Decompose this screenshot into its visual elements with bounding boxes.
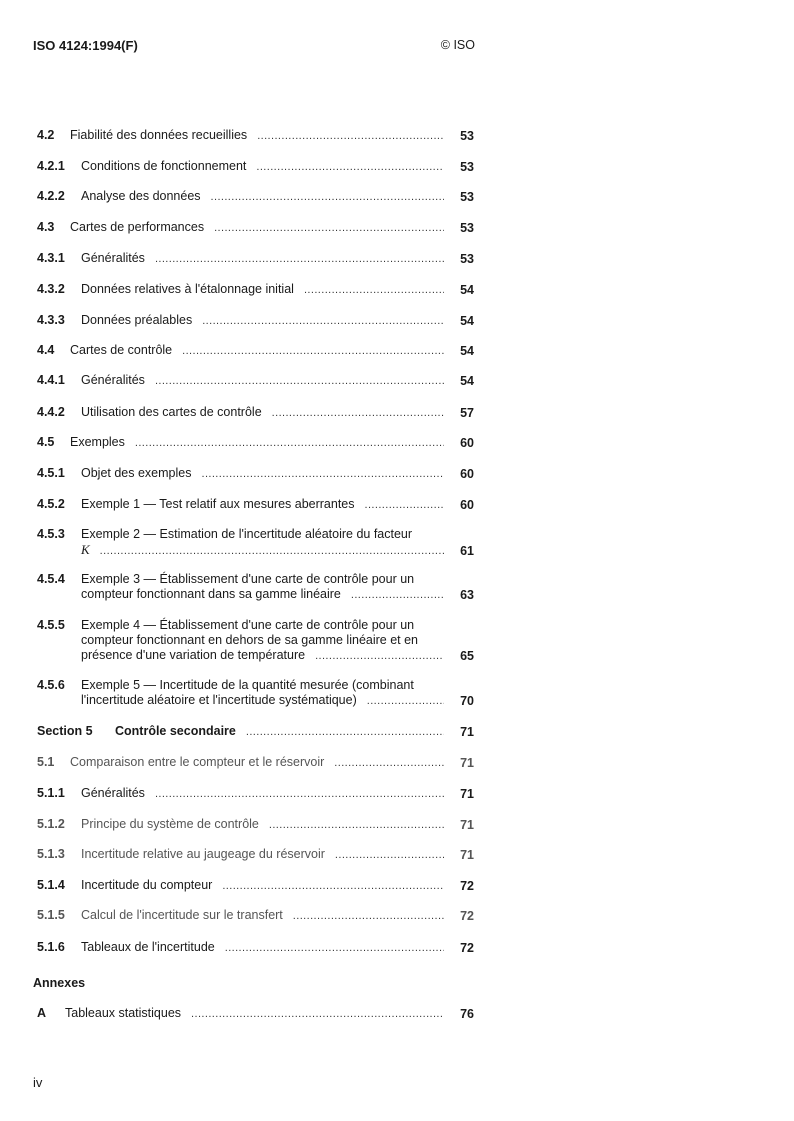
toc-entry[interactable] <box>37 847 474 863</box>
toc-entry-page: 60 <box>460 467 474 481</box>
dot-leader <box>293 909 444 924</box>
dot-leader <box>191 1007 444 1022</box>
toc-entry-page: 71 <box>460 818 474 832</box>
toc-entry-title: Tableaux de l'incertitude <box>81 940 215 954</box>
toc-entry-number: 4.3.3 <box>37 313 65 327</box>
dot-leader <box>100 544 444 559</box>
dot-leader <box>201 467 444 482</box>
toc-entry-title: Données relatives à l'étalonnage initial <box>81 282 294 296</box>
toc-entry-title: Analyse des données <box>81 189 201 203</box>
toc-entry-page: 53 <box>460 129 474 143</box>
dot-leader <box>155 252 444 267</box>
toc-entry-number: 4.4.1 <box>37 373 65 387</box>
toc-entry[interactable] <box>37 755 474 771</box>
toc-entry[interactable] <box>37 435 474 451</box>
toc-entry-title-continued: compteur fonctionnant dans sa gamme linéaire <box>81 587 341 601</box>
toc-entry[interactable] <box>37 878 474 894</box>
toc-entry[interactable] <box>37 343 474 359</box>
toc-entry-number: 4.5.2 <box>37 497 65 511</box>
page-header <box>33 38 475 56</box>
toc-entry[interactable] <box>37 786 474 802</box>
page-number: iv <box>33 1075 43 1090</box>
toc-entry[interactable] <box>37 527 474 559</box>
dot-leader <box>202 314 444 329</box>
toc-entry[interactable] <box>37 251 474 267</box>
toc-entry-title-continued: présence d'une variation de température <box>81 648 306 662</box>
toc-entry-page: 60 <box>460 436 474 450</box>
toc-entry-title: Conditions de fonctionnement <box>81 159 247 173</box>
toc-entry-page: 71 <box>460 725 474 739</box>
annexes-heading: Annexes <box>33 976 86 990</box>
toc-entry-number: 5.1.2 <box>37 817 65 831</box>
toc-entry-number: 4.5.1 <box>37 466 65 480</box>
toc-entry[interactable] <box>37 313 474 329</box>
copyright-notice: © ISO <box>440 38 475 52</box>
toc-entry[interactable] <box>37 572 474 603</box>
dot-leader <box>257 129 444 144</box>
toc-entry[interactable] <box>37 908 474 924</box>
toc-entry-title: Calcul de l'incertitude sur le transfert <box>81 908 283 922</box>
toc-entry-page: 63 <box>460 588 474 602</box>
toc-entry-page: 72 <box>460 941 474 955</box>
toc-entry-number: 4.5.3 <box>37 527 65 541</box>
toc-entry-page: 53 <box>460 160 474 174</box>
toc-entry[interactable] <box>37 678 474 709</box>
toc-entry-number: 4.5.4 <box>37 572 65 586</box>
toc-entry-page: 57 <box>460 406 474 420</box>
toc-entry-number: 5.1.1 <box>37 786 65 800</box>
toc-entry-page: 53 <box>460 252 474 266</box>
dot-leader <box>304 283 444 298</box>
toc-entry-title: Généralités <box>81 373 145 387</box>
toc-entry-title: Exemple 5 — Incertitude de la quantité mesurée (combinant <box>81 678 414 692</box>
toc-entry[interactable] <box>37 373 474 389</box>
toc-entry[interactable] <box>37 466 474 482</box>
toc-entry-number: 5.1.5 <box>37 908 65 922</box>
toc-entry[interactable] <box>37 159 474 175</box>
toc-entry-title: Objet des exemples <box>81 466 192 480</box>
toc-entry-title: Données préalables <box>81 313 193 327</box>
toc-annex-entry[interactable] <box>37 1006 474 1022</box>
toc-entry-title: Incertitude du compteur <box>81 878 213 892</box>
dot-leader <box>367 694 444 709</box>
toc-entry-title: Exemple 3 — Établissement d'une carte de contrôle pour un <box>81 572 415 586</box>
toc-entry[interactable] <box>37 817 474 833</box>
dot-leader <box>365 498 444 513</box>
dot-leader <box>182 344 444 359</box>
dot-leader <box>335 848 444 863</box>
toc-entry-page: 54 <box>460 314 474 328</box>
dot-leader <box>155 787 444 802</box>
toc-entry[interactable] <box>37 940 474 956</box>
toc-entry-number: 4.5 <box>37 435 55 449</box>
toc-entry-number: 5.1 <box>37 755 55 769</box>
toc-entry-page: 54 <box>460 374 474 388</box>
toc-entry-number: Section 5 <box>37 724 93 738</box>
dot-leader <box>225 941 444 956</box>
toc-entry-title: Exemple 1 — Test relatif aux mesures aberrantes <box>81 497 355 511</box>
toc-entry-title: Principe du système de contrôle <box>81 817 259 831</box>
toc-entry-title-continued: K <box>81 542 90 557</box>
dot-leader <box>222 879 444 894</box>
toc-entry-page: 65 <box>460 649 474 663</box>
toc-entry-title-continued: l'incertitude aléatoire et l'incertitude systématique) <box>81 693 357 707</box>
toc-entry-title: Fiabilité des données recueillies <box>70 128 248 142</box>
dot-leader <box>269 818 444 833</box>
toc-entry-title-continued: compteur fonctionnant en dehors de sa gamme linéaire et en <box>81 633 419 647</box>
toc-entry-number: A <box>37 1006 47 1020</box>
toc-entry-title: Exemples <box>70 435 125 449</box>
toc-entry-number: 4.5.5 <box>37 618 65 632</box>
toc-entry-number: 4.2.2 <box>37 189 65 203</box>
toc-entry-page: 72 <box>460 909 474 923</box>
dot-leader <box>256 160 444 175</box>
dot-leader <box>214 221 444 236</box>
toc-entry-number: 5.1.6 <box>37 940 65 954</box>
toc-entry-number: 4.4 <box>37 343 55 357</box>
toc-entry-number: 4.3 <box>37 220 55 234</box>
toc-entry-title: Généralités <box>81 786 145 800</box>
toc-section-entry[interactable] <box>37 724 474 740</box>
toc-entry-page: 72 <box>460 879 474 893</box>
toc-entry-title: Tableaux statistiques <box>65 1006 182 1020</box>
dot-leader <box>272 406 444 421</box>
toc-entry-number: 5.1.3 <box>37 847 65 861</box>
toc-entry-number: 4.5.6 <box>37 678 65 692</box>
toc-entry-number: 4.4.2 <box>37 405 65 419</box>
toc-entry-number: 4.3.2 <box>37 282 65 296</box>
toc-entry-page: 60 <box>460 498 474 512</box>
toc-entry-number: 4.3.1 <box>37 251 65 265</box>
toc-entry[interactable] <box>37 405 474 421</box>
toc-entry-number: 5.1.4 <box>37 878 65 892</box>
dot-leader <box>246 725 444 740</box>
toc-entry[interactable] <box>37 128 474 144</box>
toc-entry[interactable] <box>37 220 474 236</box>
toc-entry-page: 76 <box>460 1007 474 1021</box>
toc-entry-title: Comparaison entre le compteur et le réservoir <box>70 755 325 769</box>
toc-entry-number: 4.2.1 <box>37 159 65 173</box>
toc-entry-title: Incertitude relative au jaugeage du réservoir <box>81 847 325 861</box>
toc-entry[interactable] <box>37 282 474 298</box>
toc-entry-page: 54 <box>460 283 474 297</box>
dot-leader <box>155 374 444 389</box>
toc-entry-title: Contrôle secondaire <box>115 724 236 738</box>
toc-entry-page: 61 <box>460 544 474 558</box>
toc-entry[interactable] <box>37 618 474 664</box>
toc-entry[interactable] <box>37 189 474 205</box>
standard-number: ISO 4124:1994(F) <box>33 38 138 53</box>
dot-leader <box>351 588 444 603</box>
dot-leader <box>315 649 444 664</box>
toc-entry-title: Utilisation des cartes de contrôle <box>81 405 262 419</box>
dot-leader <box>211 190 444 205</box>
toc-entry-title: Exemple 2 — Estimation de l'incertitude aléatoire du facteur <box>81 527 413 541</box>
toc-entry-page: 71 <box>460 848 474 862</box>
toc-entry-title: Cartes de contrôle <box>70 343 173 357</box>
toc-entry-title: Cartes de performances <box>70 220 205 234</box>
toc-entry-number: 4.2 <box>37 128 55 142</box>
toc-entry-page: 53 <box>460 221 474 235</box>
toc-entry-page: 53 <box>460 190 474 204</box>
dot-leader <box>135 436 444 451</box>
toc-entry-page: 71 <box>460 756 474 770</box>
toc-entry-page: 54 <box>460 344 474 358</box>
toc-entry-title: Généralités <box>81 251 145 265</box>
toc-entry[interactable] <box>37 497 474 513</box>
toc-entry-page: 71 <box>460 787 474 801</box>
toc-entry-title: Exemple 4 — Établissement d'une carte de contrôle pour un <box>81 618 415 632</box>
dot-leader <box>334 756 444 771</box>
toc-entry-page: 70 <box>460 694 474 708</box>
